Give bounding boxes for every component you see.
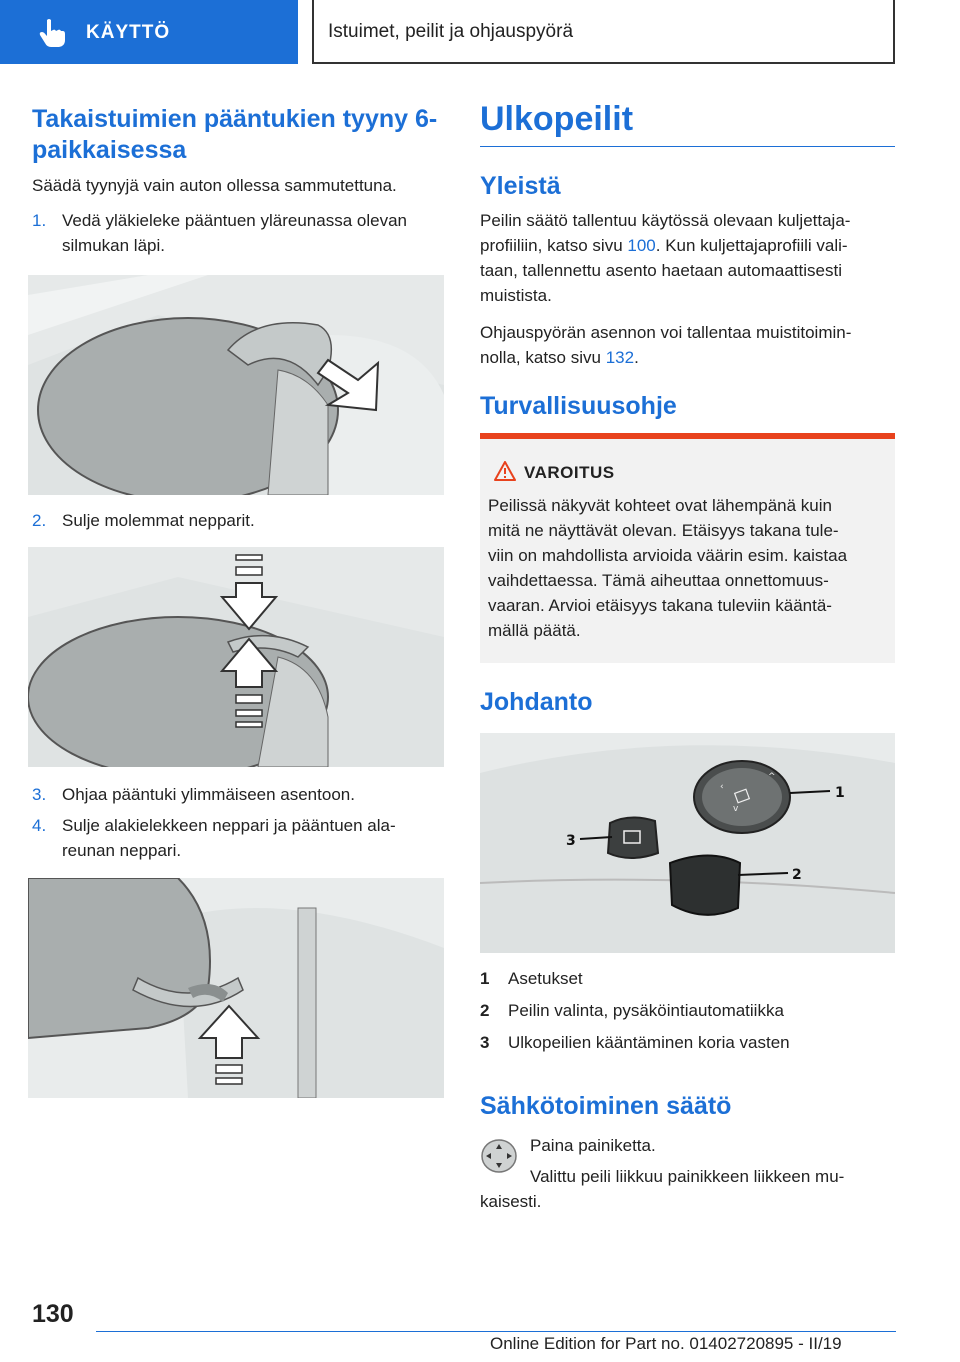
- step-number: 1.: [32, 211, 47, 230]
- legend-key: 2: [480, 1001, 490, 1020]
- step-number: 3.: [32, 785, 47, 804]
- page-link[interactable]: 100: [627, 236, 656, 255]
- text-line: Ohjauspyörän asennon voi tallentaa muistitoimin-: [480, 323, 852, 342]
- step-line: Vedä yläkieleke pääntuen yläreunassa olevan: [62, 211, 407, 230]
- legend-text: Asetukset: [508, 969, 583, 988]
- legend-key: 1: [480, 969, 490, 988]
- callout-3: 3: [566, 833, 576, 849]
- chapter-tab[interactable]: [0, 0, 298, 64]
- warning-line: viin on mahdollista arvioida väärin esim. kaistaa: [488, 546, 848, 565]
- headrest-illustration-2: [28, 547, 444, 767]
- headrest-illustration-1: [28, 275, 444, 495]
- step-line: reunan neppari.: [62, 841, 182, 860]
- text-line: nolla, katso sivu: [480, 348, 606, 367]
- step-line: silmukan läpi.: [62, 236, 165, 255]
- text-line: profiiliin, katso sivu: [480, 236, 628, 255]
- svg-text:‹: ‹: [720, 782, 724, 792]
- title-rule: [480, 146, 895, 147]
- mirror-adjust-button-icon: [480, 1138, 518, 1174]
- svg-text:^: ^: [768, 772, 776, 782]
- warning-line: Peilissä näkyvät kohteet ovat lähempänä kuin: [488, 496, 832, 515]
- step-number: 2.: [32, 511, 47, 530]
- warning-line: vaaran. Arvioi etäisyys takana tuleviin kääntä-: [488, 596, 832, 615]
- step-text: Sulje molemmat nepparit.: [62, 511, 255, 530]
- warning-text: [488, 493, 888, 643]
- electric-text-line: kaisesti.: [480, 1192, 542, 1211]
- electric-text-line: Valittu peili liikkuu painikkeen liikkeen mu-: [530, 1167, 845, 1186]
- page-number: 130: [32, 1300, 74, 1328]
- text-line: .: [634, 348, 639, 367]
- electric-instruction: Paina painiketta.: [530, 1136, 656, 1155]
- warning-line: vaihdettaessa. Tämä aiheuttaa onnettomuus-: [488, 571, 829, 590]
- page-title: Ulkopeilit: [480, 100, 634, 138]
- chapter-tab-label: KÄYTTÖ: [86, 22, 171, 43]
- step-line: Sulje alakielekkeen neppari ja pääntuen ala-: [62, 816, 396, 835]
- electric-heading: Sähkötoiminen säätö: [480, 1092, 732, 1120]
- step-text: Ohjaa pääntuki ylimmäiseen asentoon.: [62, 785, 355, 804]
- step-number: 4.: [32, 816, 47, 835]
- callout-2: 2: [792, 867, 802, 883]
- mirror-controls-illustration: [480, 733, 895, 953]
- chapter-title: Istuimet, peilit ja ohjauspyörä: [328, 21, 574, 42]
- text-line: taan, tallennettu asento haetaan automaattisesti: [480, 261, 842, 280]
- warning-title: VAROITUS: [524, 463, 615, 482]
- step-text: [62, 208, 407, 258]
- general-paragraph-1: [480, 208, 898, 308]
- warning-line: mitä ne näyttävät olevan. Etäisyys takana tule-: [488, 521, 839, 540]
- left-section-heading: [32, 104, 444, 166]
- footer-rule: [96, 1331, 896, 1332]
- text-line: . Kun kuljettajaprofiili vali-: [655, 236, 848, 255]
- warning-box: [480, 433, 895, 663]
- warning-line: mällä päätä.: [488, 621, 581, 640]
- warning-icon: [494, 461, 516, 481]
- general-heading: Yleistä: [480, 172, 561, 200]
- svg-text:v: v: [733, 804, 739, 814]
- callout-1: 1: [835, 785, 845, 801]
- headrest-illustration-3: [28, 878, 444, 1098]
- safety-heading: Turvallisuusohje: [480, 392, 677, 420]
- legend-key: 3: [480, 1033, 490, 1052]
- general-paragraph-2: [480, 320, 898, 370]
- text-line: Peilin säätö tallentuu käytössä olevaan kuljettaja-: [480, 211, 851, 230]
- legend-text: Peilin valinta, pysäköintiautomatiikka: [508, 1001, 784, 1020]
- hand-pointer-icon: [38, 18, 66, 48]
- intro-heading: Johdanto: [480, 688, 593, 716]
- footer-edition: Online Edition for Part no. 01402720895 - II/19: [490, 1334, 842, 1353]
- page-link[interactable]: 132: [605, 348, 635, 367]
- headrest-heading: Takaistuimien pääntukien tyyny 6-paikkaisessa: [32, 105, 438, 164]
- legend-text: Ulkopeilien kääntäminen koria vasten: [508, 1033, 790, 1052]
- step-text: [62, 813, 396, 863]
- headrest-intro: Säädä tyynyjä vain auton ollessa sammutettuna.: [32, 176, 397, 195]
- text-line: muistista.: [480, 286, 552, 305]
- chapter-title-box: [312, 0, 895, 64]
